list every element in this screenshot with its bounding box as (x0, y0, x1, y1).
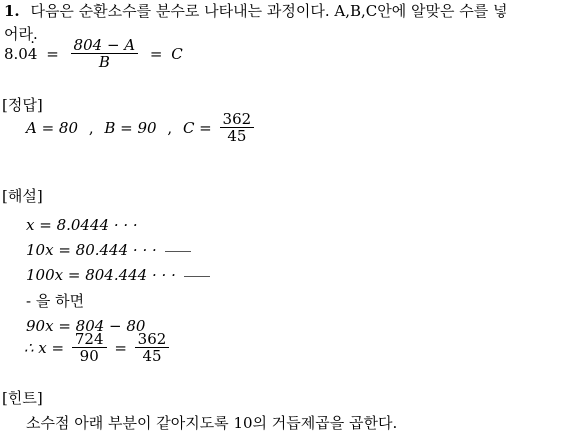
therefore-x: ∴ x = (24, 338, 65, 357)
problem-text: 다음은 순환소수를 분수로 나타내는 과정이다. A,B,C안에 알맞은 수를 넣 (30, 2, 508, 20)
answer-c-label: C = (182, 118, 212, 137)
answer-a: A = 80 (26, 118, 79, 137)
explanation-line-4: - 을 하면 (26, 292, 85, 310)
explanation-line-2 (26, 243, 191, 258)
hint-header: [힌트] (2, 389, 43, 407)
problem-equation (4, 38, 183, 70)
explanation-line-5: 90x = 804 − 80 (26, 317, 146, 335)
answer-line (26, 112, 257, 144)
variable-c: C (171, 44, 183, 63)
answer-b: B = 90 (104, 118, 157, 137)
explanation-line-6 (24, 332, 172, 364)
fraction (71, 38, 139, 70)
explanation-line-3 (26, 268, 210, 283)
repeating-decimal-int: 8.0 (4, 44, 28, 63)
equation-text: 10x = 80.444 · · · (26, 241, 157, 259)
comma: , (167, 118, 173, 137)
problem-line-2: 어라. (4, 25, 38, 43)
fraction-denominator: 45 (220, 127, 255, 144)
problem-number: 1. (4, 2, 20, 20)
equals-sign: = (114, 338, 127, 357)
marker-line (165, 251, 191, 252)
answer-c-fraction (220, 112, 255, 144)
fraction (72, 332, 107, 364)
hint-text: 소수점 아래 부분이 같아지도록 10의 거듭제곱을 곱한다. (26, 414, 398, 432)
repeating-digit: · 4 (28, 45, 38, 63)
fraction-denominator: 90 (72, 347, 107, 364)
explanation-line-1: x = 8.0444 · · · (26, 216, 138, 234)
equation-text: 100x = 804.444 · · · (26, 266, 176, 284)
fraction-numerator: 362 (137, 330, 167, 348)
fraction-denominator: B (71, 53, 139, 70)
fraction-numerator: 724 (74, 330, 104, 348)
fraction-numerator: 362 (222, 110, 252, 128)
problem-line-1 (4, 4, 507, 19)
explanation-header: [해설] (2, 187, 43, 205)
fraction-denominator: 45 (135, 347, 170, 364)
fraction (135, 332, 170, 364)
fraction-numerator: 804 − A (73, 36, 136, 54)
equals-sign: = (149, 44, 163, 63)
marker-line (184, 276, 210, 277)
answer-header: [정답] (2, 96, 43, 114)
equals-sign: = (46, 44, 59, 63)
comma: , (88, 118, 94, 137)
